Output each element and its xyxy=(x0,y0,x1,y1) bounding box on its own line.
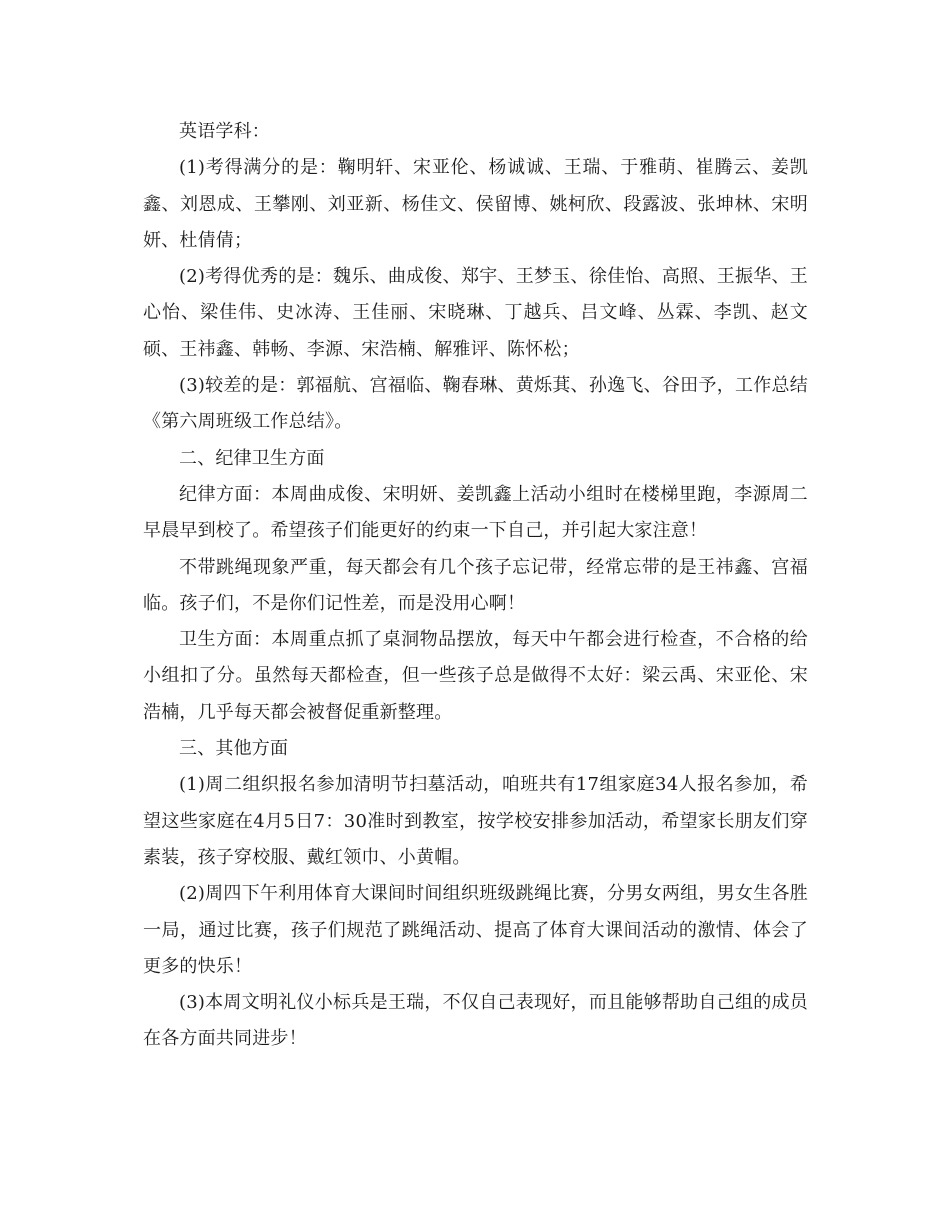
paragraph-etiquette: (3)本周文明礼仪小标兵是王瑞，不仅自己表现好，而且能够帮助自己组的成员在各方面共同进步！ xyxy=(143,992,808,1050)
paragraph-jump-rope: 不带跳绳现象严重，每天都会有几个孩子忘记带，经常忘带的是王祎鑫、宫福临。孩子们，不是你们记性差，而是没用心啊！ xyxy=(143,556,808,614)
paragraph-discipline: 纪律方面：本周曲成俊、宋明妍、姜凯鑫上活动小组时在楼梯里跑，李源周二早晨早到校了。希望孩子们能更好的约束一下自己，并引起大家注意！ xyxy=(143,483,808,542)
paragraph-competition: (2)周四下午利用体育大课间时间组织班级跳绳比赛，分男女两组，男女生各胜一局，通过比赛，孩子们规范了跳绳活动、提高了体育大课间活动的激情、体会了更多的快乐！ xyxy=(143,883,808,977)
paragraph-qingming: (1)周二组织报名参加清明节扫墓活动，咱班共有17组家庭34人报名参加，希望这些家庭在4月5日7：30准时到教室，按学校安排参加活动，希望家长朋友们穿素装，孩子穿校服、戴红领巾、小黄帽。 xyxy=(143,774,808,868)
section-heading-english: 英语学科： xyxy=(179,121,270,142)
paragraph-poor: (3)较差的是：郭福航、宫福临、鞠春琳、黄烁萁、孙逸飞、谷田予，工作总结《第六周班级工作总结》。 xyxy=(143,375,808,433)
section-heading-discipline: 二、纪律卫生方面 xyxy=(179,447,325,469)
paragraph-excellent: (2)考得优秀的是：魏乐、曲成俊、郑宇、王梦玉、徐佳怡、高照、王振华、王心怡、梁佳伟、史冰涛、王佳丽、宋晓琳、丁越兵、吕文峰、丛霖、李凯、赵文硕、王祎鑫、韩畅、李源、宋浩楠、解雅评、陈怀松； xyxy=(143,266,808,360)
paragraph-full-marks: (1)考得满分的是：鞠明轩、宋亚伦、杨诚诚、王瑞、于雅萌、崔腾云、姜凯鑫、刘恩成、王攀刚、刘亚新、杨佳文、侯留博、姚柯欣、段露波、张坤林、宋明妍、杜倩倩； xyxy=(143,157,808,251)
section-heading-other: 三、其他方面 xyxy=(179,738,289,760)
document-body xyxy=(143,114,808,1058)
paragraph-hygiene: 卫生方面：本周重点抓了桌洞物品摆放，每天中午都会进行检查，不合格的给小组扣了分。虽然每天都检查，但一些孩子总是做得不太好：梁云禹、宋亚伦、宋浩楠，几乎每天都会被督促重新整理。 xyxy=(143,629,808,723)
